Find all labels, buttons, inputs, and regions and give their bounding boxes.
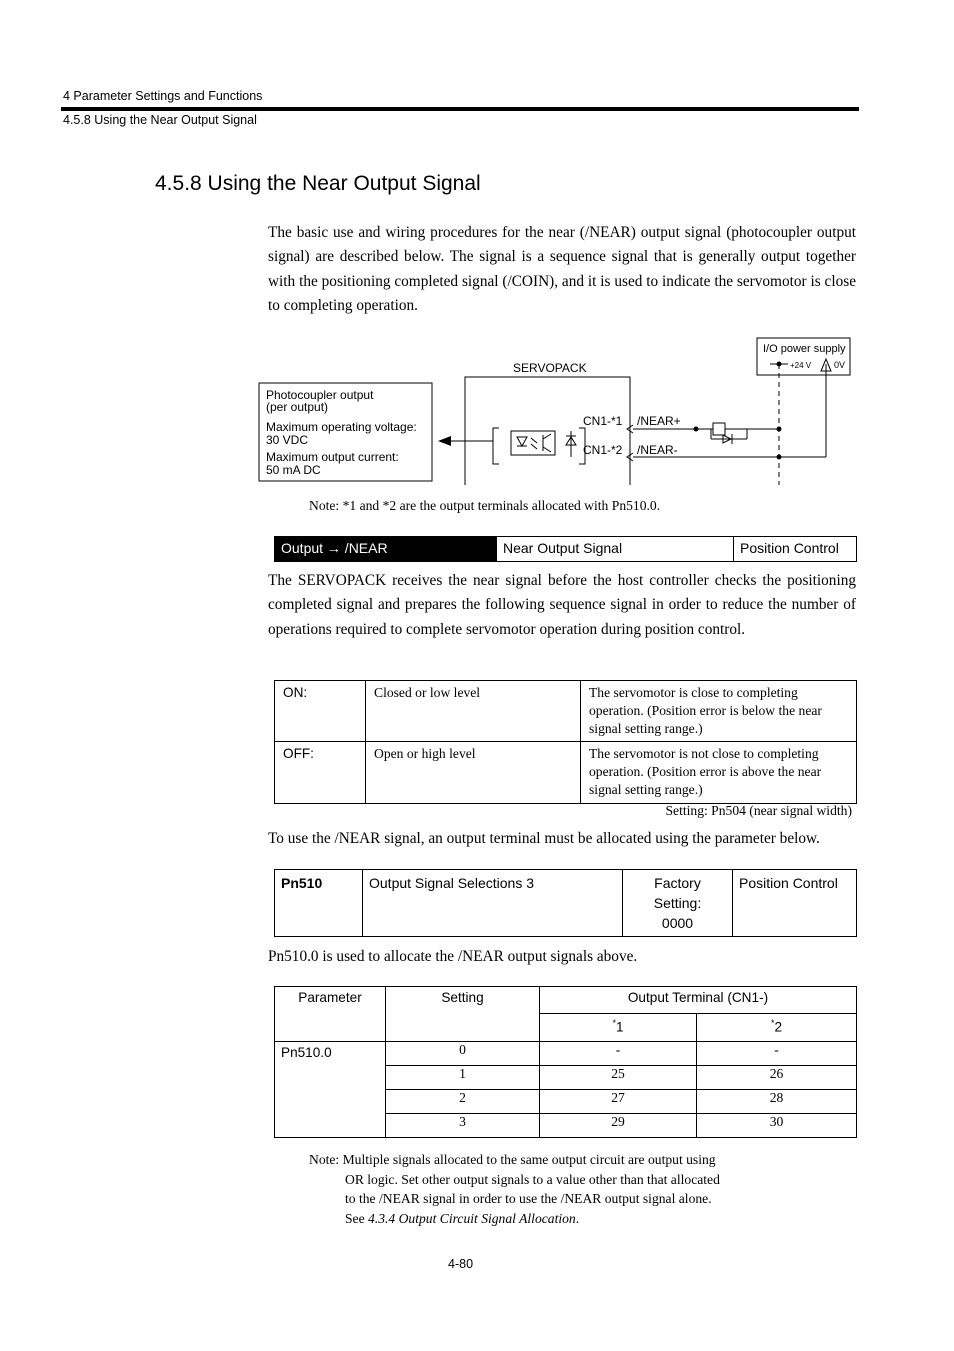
description-paragraph: The SERVOPACK receives the near signal before the host controller checks the positioning completed signal and prepares the following sequence signal in order to reduce the number of operations required to complete servomotor operation during position control. [268, 572, 856, 638]
setting-cell: 2 [386, 1090, 540, 1114]
spec-line: Photocoupler output [266, 388, 374, 402]
level-cell: Open or high level [366, 742, 581, 803]
param-number: Pn510 [275, 870, 363, 937]
level-cell: Closed or low level [366, 681, 581, 742]
state-cell: OFF: [275, 742, 366, 803]
spec-line: Maximum operating voltage: [266, 420, 417, 434]
near-signal-mode: Position Control [734, 537, 857, 562]
photocoupler-icon [511, 431, 555, 455]
on-off-table [274, 680, 857, 804]
header-setting: Setting [386, 987, 540, 1042]
pn510-table [274, 869, 857, 937]
spec-line: 50 mA DC [266, 463, 321, 477]
terminal-cell: - [697, 1042, 857, 1066]
terminal-cell: 25 [540, 1066, 697, 1090]
terminal-cell: 29 [540, 1114, 697, 1138]
setting-cell: 1 [386, 1066, 540, 1090]
setting-cell: 0 [386, 1042, 540, 1066]
plus24v-label: +24 V [790, 361, 812, 370]
setting-cell: 3 [386, 1114, 540, 1138]
spec-line: Maximum output current: [266, 450, 399, 464]
state-cell: ON: [275, 681, 366, 742]
header-parameter: Parameter [275, 987, 386, 1042]
servopack-label: SERVOPACK [513, 361, 587, 375]
wiring-diagram [255, 335, 860, 490]
header-terminal-1: *1 [540, 1014, 697, 1042]
spec-line: 30 VDC [266, 433, 309, 447]
terminal-cell: 30 [697, 1114, 857, 1138]
section-title: 4.5.8 Using the Near Output Signal [155, 172, 481, 195]
output-terminal-table [274, 986, 857, 1138]
terminal-cell: 26 [697, 1066, 857, 1090]
terminal-cell: - [540, 1042, 697, 1066]
near-signal-table [274, 536, 857, 562]
near-signal-name: Near Output Signal [497, 537, 734, 562]
zero-v-label: 0V [834, 360, 846, 370]
setting-line: Setting: Pn504 (near signal width) [665, 803, 852, 818]
io-power-supply-label: I/O power supply [763, 343, 846, 355]
allocation-paragraph: To use the /NEAR signal, an output terminal must be allocated using the parameter below. [268, 830, 820, 847]
param-name: Output Signal Selections 3 [363, 870, 623, 937]
near-minus-label: /NEAR- [637, 443, 678, 457]
param-cell: Pn510.0 [275, 1042, 386, 1138]
header-output-terminal: Output Terminal (CN1-) [540, 987, 857, 1014]
cn1-1-label: CN1-*1 [583, 414, 623, 428]
running-header-chapter: 4 Parameter Settings and Functions [63, 89, 263, 103]
pn510-paragraph: Pn510.0 is used to allocate the /NEAR output signals above. [268, 948, 638, 965]
header-terminal-2: *2 [697, 1014, 857, 1042]
note-or-logic: Note: Multiple signals allocated to the same output circuit are output using OR logic. Set other output signals to a value other than that allocated to the /NEAR signal in order to use the /NEAR output signal alone. See 4.3.4 Output Circuit Signal Allocation. [309, 1152, 720, 1226]
intro-paragraph: The basic use and wiring procedures for the near (/NEAR) output signal (photocoupler output signal) are described below. The signal is a sequence signal that is generally output together with the positioning completed signal (/COIN), and it is used to indicate the servomotor is close to completing operation. [268, 224, 856, 314]
terminal-cell: 27 [540, 1090, 697, 1114]
running-header-section: 4.5.8 Using the Near Output Signal [63, 113, 257, 127]
terminal-cell: 28 [697, 1090, 857, 1114]
spec-line: (per output) [266, 400, 329, 414]
note-terminals: Note: *1 and *2 are the output terminals allocated with Pn510.0. [309, 498, 661, 513]
desc-cell: The servomotor is close to completing operation. (Position error is below the near signal setting range.) [581, 681, 857, 742]
cn1-2-label: CN1-*2 [583, 443, 623, 457]
near-signal-cell: Output → /NEAR [275, 537, 497, 562]
header-rule [61, 107, 859, 111]
near-plus-label: /NEAR+ [637, 414, 681, 428]
cross-reference: 4.3.4 Output Circuit Signal Allocation [368, 1210, 576, 1226]
param-mode: Position Control [733, 870, 857, 937]
desc-cell: The servomotor is not close to completing operation. (Position error is above the near signal setting range.) [581, 742, 857, 803]
page-number: 4-80 [448, 1257, 474, 1271]
factory-setting: Factory Setting: 0000 [623, 870, 733, 937]
